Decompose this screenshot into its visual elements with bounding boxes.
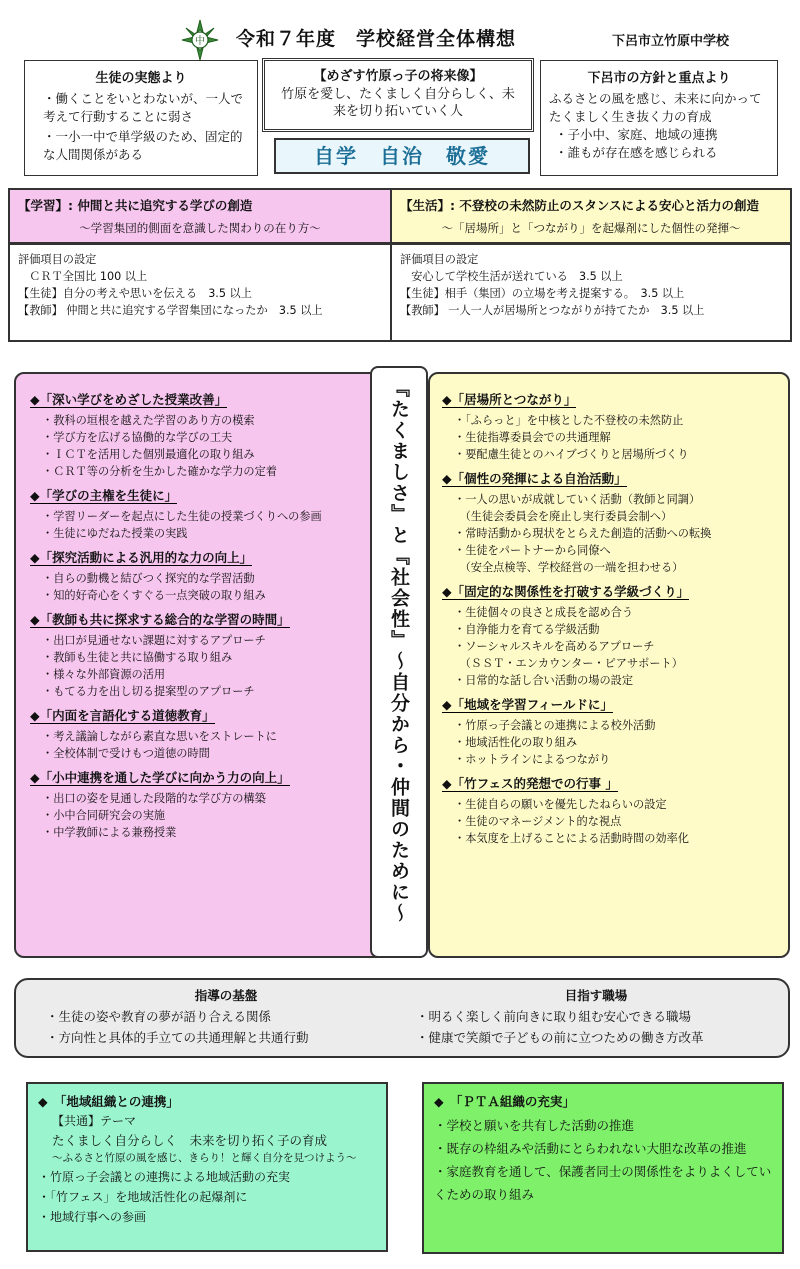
- learning-subtitle: ～学習集団的側面を意識した関わりの在り方～: [79, 221, 321, 235]
- list-item: ・地域活性化の取り組み: [454, 736, 578, 749]
- life-eval-item: 安心して学校生活が送れている 3.5 以上: [400, 270, 623, 283]
- learning-title: 【学習】: 仲間と共に追究する学びの創造: [18, 198, 253, 213]
- life-eval-item: 【教師】 一人一人が居場所とつながりが持てたか 3.5 以上: [400, 304, 705, 317]
- learning-strategies-panel: [14, 372, 392, 958]
- life-section-title-text: ◆「竹フェス的発想での行事 」: [442, 776, 618, 791]
- list-item: ・ホットラインによるつながり: [454, 753, 611, 766]
- vision-box: [262, 58, 534, 132]
- foundation-box: [14, 978, 790, 1058]
- center-theme-text: 『たくましさ』と『社会性』～自分から・仲間のために～: [388, 378, 410, 924]
- student-state-title: 生徒の実態より: [95, 71, 187, 86]
- community-title: ◆ 「地域組織との連携」: [38, 1094, 179, 1109]
- foundation-right-title: 目指す職場: [564, 988, 628, 1003]
- learning-section-title-text: ◆「小中連携を通した学びに向かう力の向上」: [30, 770, 290, 785]
- list-item: ・自らの動機と結びつく探究的な学習活動: [42, 572, 255, 585]
- list-item: （生徒会委員会を廃止し実行委員会制へ）: [454, 510, 673, 523]
- life-subtitle: ～「居場所」と「つながり」を起爆剤にした個性の発揮～: [441, 221, 741, 235]
- life-section-items: [442, 796, 776, 847]
- life-evals: [392, 244, 792, 342]
- list-item: ・小中合同研究会の実施: [42, 809, 166, 822]
- vision-text: 竹原を愛し、たくましく自分らしく、未来を切り拓いていく人: [281, 87, 515, 119]
- city-policy-item: ・誰もが存在感を感じられる: [555, 145, 718, 160]
- list-item: ・生徒自らの願いを優先したねらいの設定: [454, 798, 667, 811]
- student-state-box: [24, 60, 258, 176]
- pta-item: ・学校と願いを共有した活動の推進: [434, 1118, 635, 1133]
- pta-box: [422, 1082, 784, 1254]
- list-item: ・生徒のマネージメント的な視点: [454, 815, 622, 828]
- learning-section-title-text: ◆「探究活動による汎用的な力の向上」: [30, 550, 253, 565]
- life-section-title: [442, 469, 776, 487]
- community-item: ・「竹フェス」を地域活性化の起爆剤に: [38, 1190, 248, 1204]
- life-section-items: [442, 412, 776, 463]
- life-section-list: [442, 390, 776, 847]
- learning-header: [8, 188, 392, 244]
- life-section-title: [442, 390, 776, 408]
- motto-box: [274, 138, 530, 174]
- learning-section-title: [30, 390, 376, 408]
- life-eval-title: 評価項目の設定: [400, 253, 479, 266]
- list-item: ・出口が見通せない課題に対するアプローチ: [42, 634, 266, 647]
- list-item: ・本気度を上げることによる活動時間の効率化: [454, 832, 689, 845]
- learning-section-title: [30, 486, 376, 504]
- list-item: ・「ふらっと」を中核とした不登校の未然防止: [454, 414, 684, 427]
- list-item: ・学び方を広げる協働的な学びの工夫: [42, 431, 233, 444]
- student-state-item: ・働くことをいとわないが、一人で考えて行動することに弱さ: [43, 91, 244, 124]
- list-item: ・常時活動から現状をとらえた創造的活動への転換: [454, 527, 712, 540]
- learning-section-items: [30, 508, 376, 542]
- center-theme-panel: [370, 366, 428, 958]
- list-item: ・もてる力を出し切る提案型のアプローチ: [42, 685, 255, 698]
- list-item: ・全校体制で受けもつ道徳の時間: [42, 747, 210, 760]
- list-item: ・様々な外部資源の活用: [42, 668, 166, 681]
- life-section-items: [442, 604, 776, 689]
- city-policy-text: ふるさとの風を感じ、未来に向かってたくましく生き抜く力の育成: [549, 91, 762, 124]
- life-section-title-text: ◆「地域を学習フィールドに」: [442, 697, 613, 712]
- list-item: ・教科の垣根を越えた学習のあり方の模索: [42, 414, 255, 427]
- learning-section-items: [30, 632, 376, 700]
- pta-item: ・家庭教育を通して、保護者同士の関係性をよりよくしていくための取り組み: [434, 1164, 772, 1202]
- list-item: （安全点検等、学校経営の一端を担わせる）: [454, 561, 684, 574]
- foundation-left-item: ・生徒の姿や教育の夢が語り合える関係: [46, 1009, 272, 1024]
- life-header: [392, 188, 792, 244]
- page-title: 令和７年度 学校経営全体構想: [236, 28, 517, 50]
- learning-section-title: [30, 768, 376, 786]
- list-item: ・自浄能力を育てる学級活動: [454, 623, 600, 636]
- foundation-right-item: ・明るく楽しく前向きに取り組む安心できる職場: [416, 1009, 692, 1024]
- life-section-items: [442, 491, 776, 576]
- life-eval-item: 【生徒】相手（集団）の立場を考え提案する。 3.5 以上: [400, 287, 685, 300]
- list-item: ・考え議論しながら素直な思いをストレートに: [42, 730, 277, 743]
- life-section-items: [442, 717, 776, 768]
- list-item: ・ソーシャルスキルを高めるアプローチ: [454, 640, 655, 653]
- learning-section-items: [30, 728, 376, 762]
- community-item: ・地域行事への参画: [38, 1210, 147, 1224]
- list-item: ・教師も生徒と共に協働する取り組み: [42, 651, 233, 664]
- city-policy-box: [540, 60, 778, 176]
- list-item: ・ＩＣＴを活用した個別最適化の取り組み: [42, 448, 255, 461]
- list-item: ・要配慮生徒とのハイブづくりと居場所づくり: [454, 448, 689, 461]
- school-name: 下呂市立竹原中学校: [612, 34, 730, 49]
- city-policy-item: ・子小中、家庭、地域の連携: [555, 127, 718, 142]
- list-item: ・中学教師による兼務授業: [42, 826, 177, 839]
- life-title: 【生活】: 不登校の未然防止のスタンスによる安心と活力の創造: [400, 198, 759, 213]
- list-item: ・生徒指導委員会での共通理解: [454, 431, 611, 444]
- community-box: [26, 1082, 388, 1252]
- foundation-left: [46, 986, 406, 1048]
- learning-eval-title: 評価項目の設定: [18, 253, 97, 266]
- student-state-item: ・一小一中で単学級のため、固定的な人間関係がある: [43, 129, 243, 162]
- list-item: ・生徒個々の良さと成長を認め合う: [454, 606, 634, 619]
- list-item: ・出口の姿を見通した段階的な学び方の構築: [42, 792, 266, 805]
- learning-eval-item: 【教師】 仲間と共に追究する学習集団になったか 3.5 以上: [18, 304, 323, 317]
- pta-item: ・既存の枠組みや活動にとらわれない大胆な改革の推進: [434, 1141, 747, 1156]
- community-item: ・竹原っ子会議との連携による地域活動の充実: [38, 1170, 291, 1184]
- learning-section-list: [30, 390, 376, 841]
- motto-text: 自学 自治 敬愛: [314, 144, 490, 168]
- list-item: ・生徒にゆだねた授業の実践: [42, 527, 188, 540]
- list-item: ・ＣＲＴ等の分析を生かした確かな学力の定着: [42, 465, 277, 478]
- learning-eval-item: ＣＲＴ全国比 100 以上: [18, 270, 148, 283]
- community-theme-label: 【共通】テーマ: [52, 1114, 137, 1128]
- life-section-title-text: ◆「居場所とつながり」: [442, 392, 577, 407]
- learning-evals: [8, 244, 392, 342]
- school-emblem-icon: [178, 18, 222, 62]
- list-item: ・学習リーダーを起点にした生徒の授業づくりへの参画: [42, 510, 322, 523]
- life-strategies-panel: [428, 372, 790, 958]
- list-item: ・一人の思いが成就していく活動（教師と同調）: [454, 493, 701, 506]
- life-section-title-text: ◆「固定的な関係性を打破する学級づくり」: [442, 584, 690, 599]
- pta-title: ◆ 「ＰＴＡ組織の充実」: [434, 1094, 575, 1109]
- learning-section-title-text: ◆「深い学びをめざした授業改善」: [30, 392, 228, 407]
- learning-section-title-text: ◆「教師も共に探求する総合的な学習の時間」: [30, 612, 290, 627]
- life-section-title: [442, 582, 776, 600]
- learning-section-title: [30, 548, 376, 566]
- life-section-title: [442, 774, 776, 792]
- list-item: （ＳＳＴ・エンカウンター・ピアサポート）: [454, 657, 683, 670]
- foundation-left-title: 指導の基盤: [194, 988, 258, 1003]
- learning-section-items: [30, 570, 376, 604]
- learning-eval-item: 【生徒】自分の考えや思いを伝える 3.5 以上: [18, 287, 252, 300]
- city-policy-title: 下呂市の方針と重点より: [587, 71, 731, 86]
- foundation-right: [416, 986, 776, 1048]
- community-theme-sub: ～ふるさと竹原の風を感じ、きらり！と輝く自分を見つけよう～: [52, 1152, 357, 1164]
- learning-section-items: [30, 790, 376, 841]
- learning-section-title: [30, 610, 376, 628]
- vision-title: 【めざす竹原っ子の将来像】: [313, 69, 483, 84]
- life-section-title-text: ◆「個性の発揮による自治活動」: [442, 471, 627, 486]
- list-item: ・竹原っ子会議との連携による校外活動: [454, 719, 656, 732]
- community-theme: たくましく自分らしく 未来を切り拓く子の育成: [52, 1133, 328, 1148]
- learning-section-title-text: ◆「内面を言語化する道徳教育」: [30, 708, 215, 723]
- foundation-left-item: ・方向性と具体的手立ての共通理解と共通行動: [46, 1030, 309, 1045]
- learning-section-items: [30, 412, 376, 480]
- life-section-title: [442, 695, 776, 713]
- foundation-right-item: ・健康で笑顔で子どもの前に立つための働き方改革: [416, 1030, 704, 1045]
- svg-text:中: 中: [195, 36, 205, 47]
- learning-section-title-text: ◆「学びの主権を生徒に」: [30, 488, 178, 503]
- learning-section-title: [30, 706, 376, 724]
- list-item: ・生徒をパートナーから同僚へ: [454, 544, 611, 557]
- list-item: ・知的好奇心をくすぐる一点突破の取り組み: [42, 589, 266, 602]
- list-item: ・日常的な話し合い活動の場の設定: [454, 674, 634, 687]
